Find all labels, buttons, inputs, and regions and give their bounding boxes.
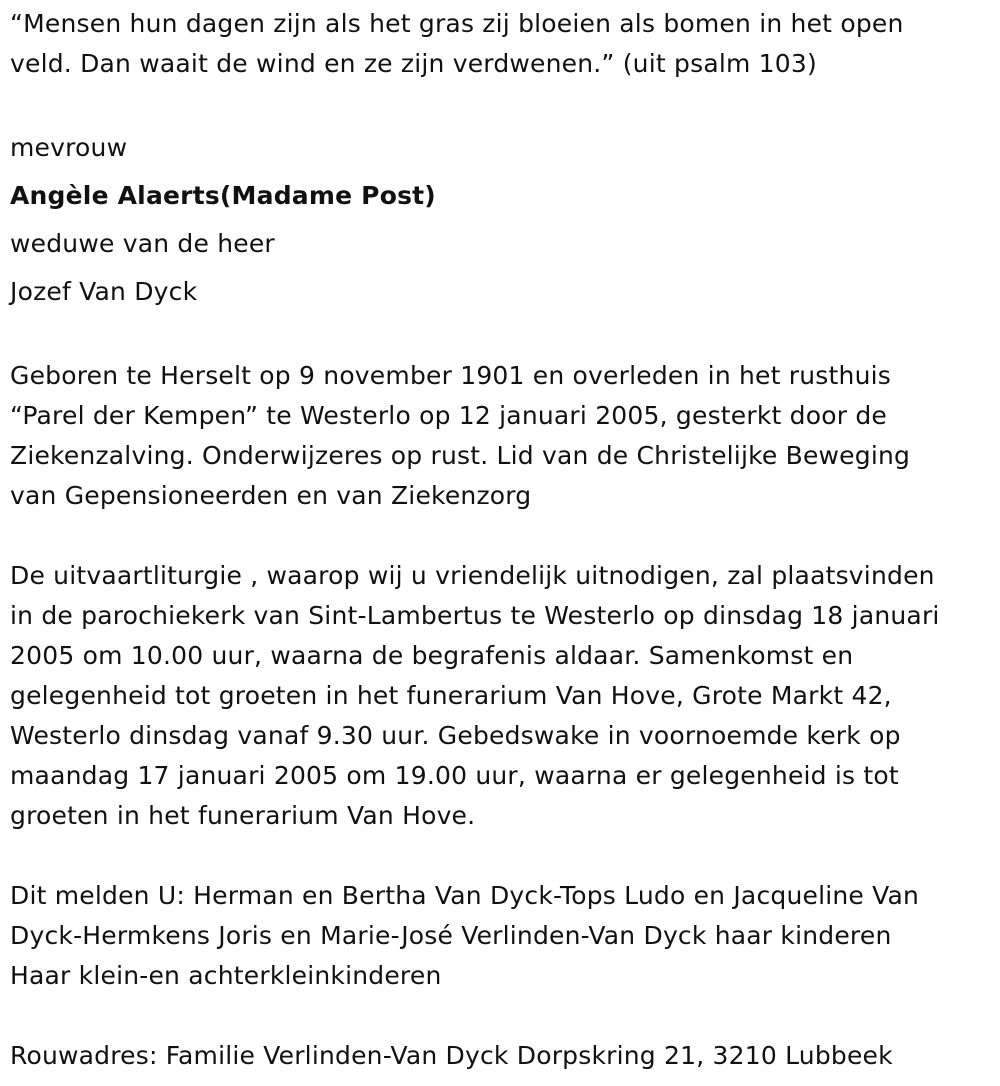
announcement-line: Dyck-Hermkens Joris en Marie-José Verlinden-Van Dyck haar kinderen <box>10 921 892 950</box>
deceased-name: Angèle Alaerts(Madame Post) <box>10 181 436 210</box>
quote-line: “Mensen hun dagen zijn als het gras zij bloeien als bomen in het open <box>10 9 904 38</box>
quote-line: veld. Dan waait de wind en ze zijn verdwenen.” (uit psalm 103) <box>10 49 817 78</box>
deceased-title: mevrouw <box>10 133 128 162</box>
biography-line: Geboren te Herselt op 9 november 1901 en overleden in het rusthuis <box>10 361 891 390</box>
funeral-paragraph <box>10 556 990 836</box>
announcement-line: Haar klein-en achterkleinkinderen <box>10 961 442 990</box>
funeral-line: Westerlo dinsdag vanaf 9.30 uur. Gebedswake in voornoemde kerk op <box>10 721 901 750</box>
deceased-block <box>10 124 990 316</box>
funeral-line: De uitvaartliturgie , waarop wij u vriendelijk uitnodigen, zal plaatsvinden <box>10 561 935 590</box>
mourning-address <box>10 1036 990 1076</box>
announcement-paragraph <box>10 876 990 996</box>
section-gap <box>10 316 990 356</box>
announcement-line: Dit melden U: Herman en Bertha Van Dyck-Tops Ludo en Jacqueline Van <box>10 881 920 910</box>
funeral-line: gelegenheid tot groeten in het funerarium Van Hove, Grote Markt 42, <box>10 681 892 710</box>
section-gap <box>10 516 990 556</box>
biography-paragraph <box>10 356 990 516</box>
section-gap <box>10 996 990 1036</box>
section-gap <box>10 84 990 124</box>
funeral-line: 2005 om 10.00 uur, waarna de begrafenis aldaar. Samenkomst en <box>10 641 854 670</box>
psalm-quote <box>10 4 990 84</box>
address-line: Rouwadres: Familie Verlinden-Van Dyck Dorpskring 21, 3210 Lubbeek <box>10 1041 893 1070</box>
funeral-line: maandag 17 januari 2005 om 19.00 uur, waarna er gelegenheid is tot <box>10 761 899 790</box>
funeral-line: in de parochiekerk van Sint-Lambertus te Westerlo op dinsdag 18 januari <box>10 601 940 630</box>
deceased-spouse: Jozef Van Dyck <box>10 277 198 306</box>
biography-line: van Gepensioneerden en van Ziekenzorg <box>10 481 532 510</box>
section-gap <box>10 836 990 876</box>
biography-line: “Parel der Kempen” te Westerlo op 12 januari 2005, gesterkt door de <box>10 401 888 430</box>
deceased-relation: weduwe van de heer <box>10 229 275 258</box>
funeral-line: groeten in het funerarium Van Hove. <box>10 801 476 830</box>
biography-line: Ziekenzalving. Onderwijzeres op rust. Lid van de Christelijke Beweging <box>10 441 911 470</box>
